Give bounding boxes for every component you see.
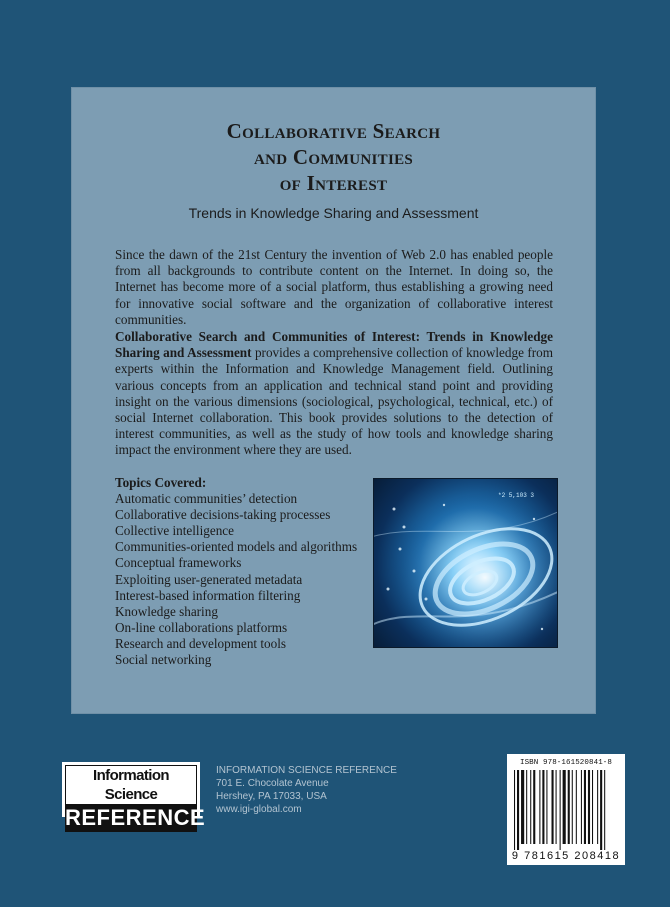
cover-artwork-image [373, 478, 558, 648]
publisher-address [216, 764, 397, 816]
topic-item: Interest-based information filtering [115, 587, 301, 603]
barcode-bar [530, 770, 531, 844]
topic-item: Collaborative decisions-taking processes [115, 507, 331, 523]
topic-item: Exploiting user-generated metadata [115, 571, 303, 587]
back-cover-panel [71, 87, 596, 714]
topics-list [115, 491, 375, 668]
description-body: provides a comprehensive collection of knowledge from experts within the Information and Knowledge Management field. Outlining various concepts from an application and technical stand point and providing insight on the various dimensions (sociological, psychological, technical, etc.) of social Internet collaboration. This book provides solutions to the detection of interest communities, as well as the study of how tools and knowledge sharing impact the environment where they are used. [115, 345, 554, 458]
isbn-barcode [507, 754, 625, 865]
description-paragraph-2 [115, 329, 553, 459]
topic-item: Communities-oriented models and algorithms [115, 539, 358, 555]
logo-bottom-text: REFERENCE [65, 805, 206, 830]
barcode-bar [584, 770, 586, 844]
publisher-city: Hershey, PA 17033, USA [216, 791, 327, 802]
barcode-bar [552, 770, 554, 844]
barcode-bar [581, 770, 582, 844]
topic-item: Research and development tools [115, 635, 287, 651]
barcode-graphic [514, 770, 618, 850]
barcode-bar [592, 770, 593, 844]
publisher-logo [62, 762, 206, 830]
barcode-bar [600, 770, 602, 850]
title-line-3: of Interest [279, 171, 388, 195]
publisher-street: 701 E. Chocolate Avenue [216, 778, 329, 789]
barcode-digits: 9 781615 208418 [511, 850, 621, 862]
barcode-bar [533, 770, 535, 844]
book-subtitle: Trends in Knowledge Sharing and Assessment [188, 205, 479, 221]
publisher-website: www.igi-global.com [216, 804, 302, 815]
barcode-bar [597, 770, 598, 844]
barcode-bar [563, 770, 566, 844]
publisher-name: INFORMATION SCIENCE REFERENCE [216, 765, 397, 776]
abstract-swirl-graphic [374, 479, 558, 648]
logo-top-text: Information Science [65, 765, 197, 804]
topic-item: Automatic communities’ detection [115, 491, 298, 507]
barcode-bar [542, 770, 544, 844]
description-bold-title: Collaborative Search and Communities of Interest: Trends in Knowledge Sharing and Assessment [115, 329, 553, 361]
description-paragraph-1: Since the dawn of the 21st Century the invention of Web 2.0 has enabled people from all backgrounds to contribute content on the Internet. In doing so, the Internet has become more of a social platform, thus establishing a growing need for innovative social software and the organization of collaborative interest communities. [115, 247, 553, 327]
barcode-bar [517, 770, 519, 850]
barcode-bar [560, 770, 561, 850]
title-line-1: Collaborative Search [226, 119, 441, 143]
topic-item: Knowledge sharing [115, 603, 218, 619]
topic-item: Conceptual frameworks [115, 555, 242, 571]
barcode-bar [556, 770, 557, 844]
topic-item: Collective intelligence [115, 523, 235, 539]
topic-item: On-line collaborations platforms [115, 619, 288, 635]
barcode-bar [546, 770, 547, 844]
barcode-bar [568, 770, 570, 844]
book-title [71, 118, 596, 196]
isbn-number: ISBN 978-161520841-8 [519, 759, 612, 767]
barcode-bar [576, 770, 577, 844]
topics-covered [115, 475, 375, 668]
barcode-bar [526, 770, 527, 844]
topic-item: Social networking [115, 652, 212, 668]
barcode-bar [572, 770, 573, 844]
barcode-bar [521, 770, 524, 844]
topics-heading: Topics Covered: [115, 475, 207, 490]
title-line-2: and Communities [253, 145, 414, 169]
barcode-bar [514, 770, 515, 850]
barcode-bar [604, 770, 605, 850]
barcode-bar [539, 770, 540, 844]
barcode-bar [588, 770, 590, 844]
svg-text:*2 5,103 3: *2 5,103 3 [498, 492, 535, 499]
